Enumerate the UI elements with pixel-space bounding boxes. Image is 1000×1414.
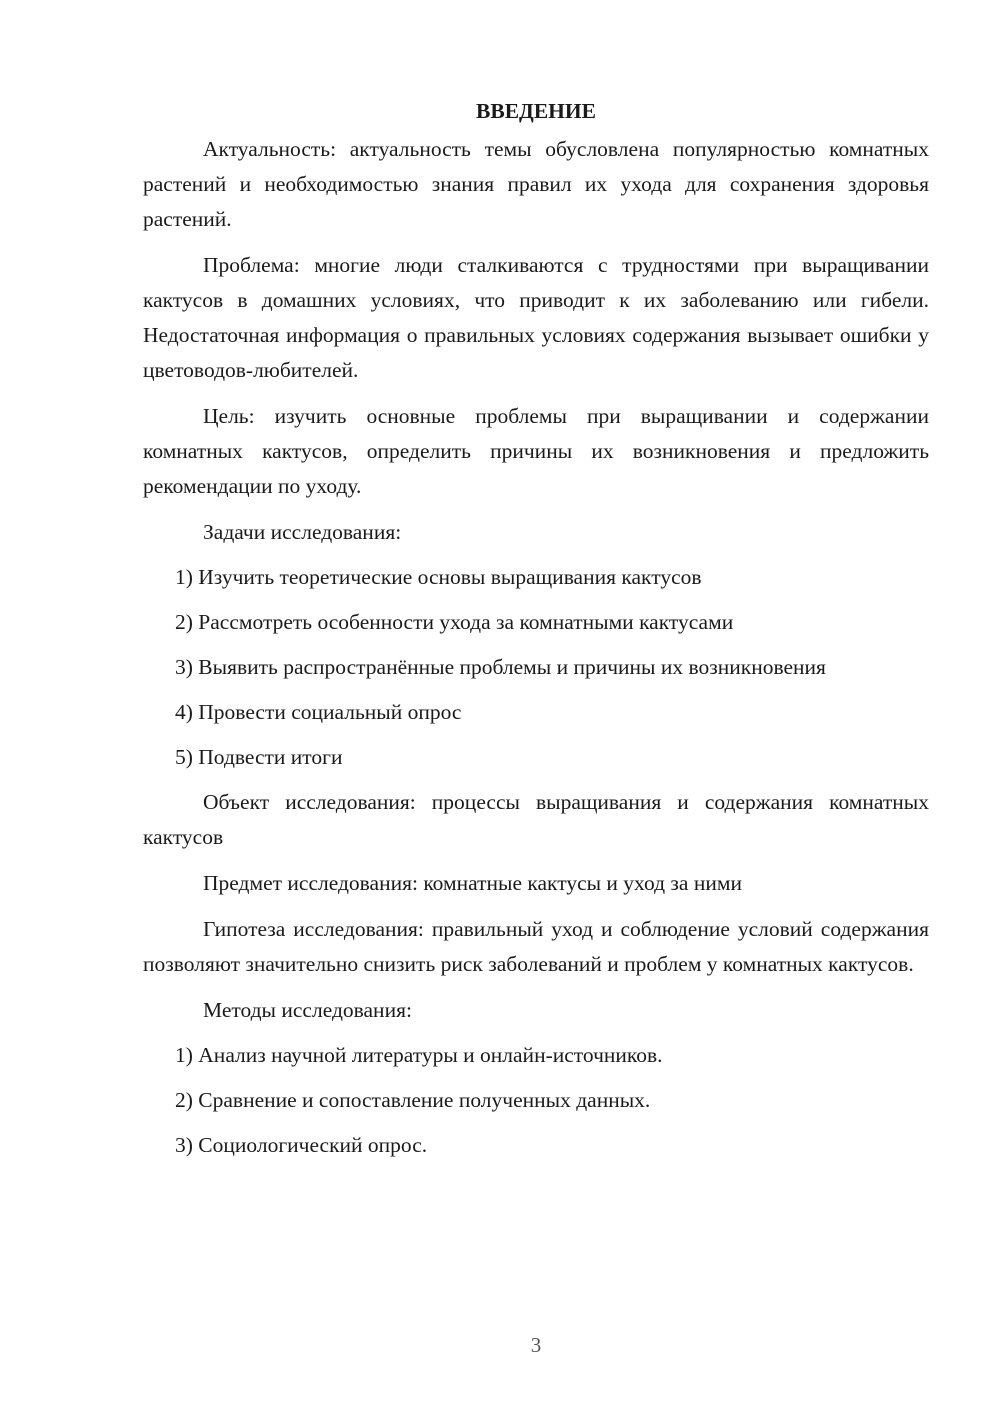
- list-item: 3) Выявить распространённые проблемы и причины их возникновения: [175, 655, 826, 679]
- object-paragraph: Объект исследования: процессы выращивания и содержания комнатных кактусов: [143, 790, 929, 849]
- page-content: [143, 96, 929, 1173]
- page-number: 3: [530, 1333, 542, 1357]
- goal-paragraph: Цель: изучить основные проблемы при выращивании и содержании комнатных кактусов, определить причины их возникновения и предложить рекомендации по уходу.: [143, 404, 929, 498]
- hypothesis-paragraph: Гипотеза исследования: правильный уход и соблюдение условий содержания позволяют значительно снизить риск заболеваний и проблем у комнатных кактусов.: [143, 917, 929, 976]
- list-item: 3) Социологический опрос.: [175, 1133, 428, 1157]
- tasks-list: [143, 560, 929, 775]
- list-item: 5) Подвести итоги: [175, 745, 343, 769]
- list-item: 2) Рассмотреть особенности ухода за комнатными кактусами: [175, 610, 734, 634]
- relevance-paragraph: Актуальность: актуальность темы обусловлена популярностью комнатных растений и необходимостью знания правил их ухода для сохранения здоровья растений.: [143, 137, 929, 231]
- list-item: 4) Провести социальный опрос: [175, 700, 462, 724]
- list-item: 2) Сравнение и сопоставление полученных данных.: [175, 1088, 651, 1112]
- subject-paragraph: Предмет исследования: комнатные кактусы и уход за ними: [203, 871, 742, 895]
- page-title: ВВЕДЕНИЕ: [476, 99, 596, 123]
- list-item: 1) Анализ научной литературы и онлайн-источников.: [175, 1043, 663, 1067]
- methods-heading: Методы исследования:: [203, 998, 412, 1022]
- tasks-heading: Задачи исследования:: [203, 520, 402, 544]
- problem-paragraph: Проблема: многие люди сталкиваются с трудностями при выращивании кактусов в домашних условиях, что приводит к их заболеванию или гибели. Недостаточная информация о правильных условиях содержания вызывает ошибки у цветоводов-любителей.: [143, 253, 929, 382]
- list-item: 1) Изучить теоретические основы выращивания кактусов: [175, 565, 702, 589]
- methods-list: [143, 1038, 929, 1163]
